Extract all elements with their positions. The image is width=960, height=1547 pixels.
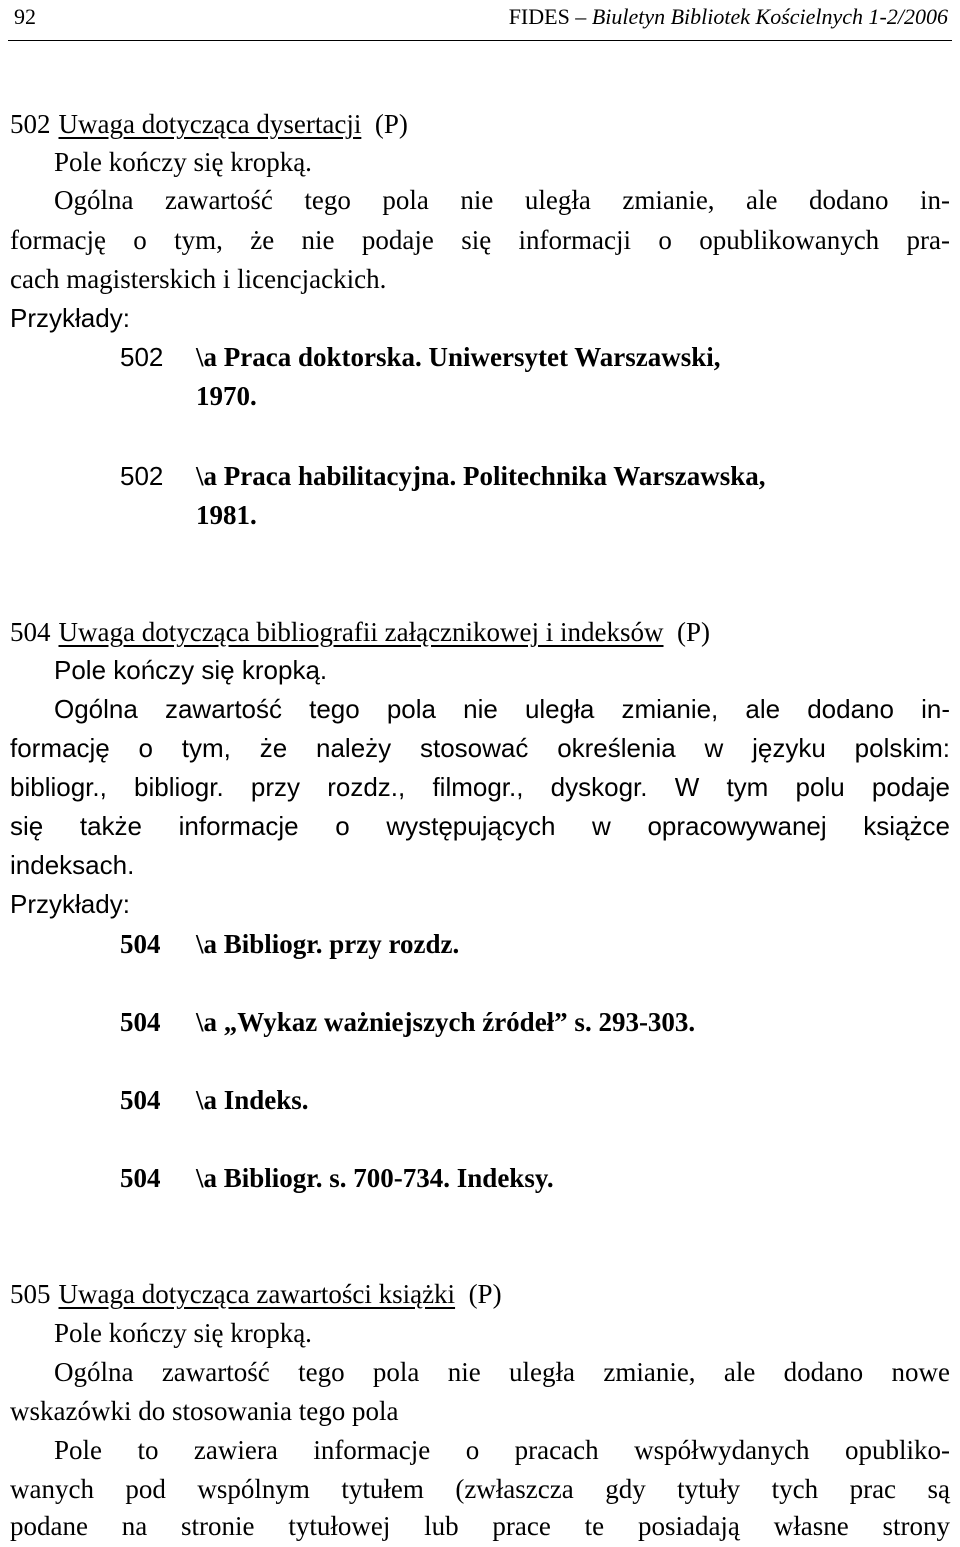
example-text: \a Bibliogr. s. 700-734. Indeksy.: [196, 1163, 554, 1193]
examples-label: Przykłady:: [10, 303, 130, 333]
running-header: [8, 0, 952, 41]
field-rule: Pole kończy się kropką.: [54, 655, 328, 685]
example-text: \a Indeks.: [196, 1085, 309, 1115]
field-title: Uwaga dotycząca dysertacji: [58, 109, 362, 139]
example-code: 504: [120, 1163, 161, 1193]
body-line: wskazówki do stosowania tego pola: [10, 1396, 399, 1426]
journal-title: Biuletyn Bibliotek Kościelnych 1-2/2006: [591, 4, 948, 29]
example-entry: [120, 1082, 309, 1118]
field-title: Uwaga dotycząca zawartości książki: [58, 1279, 456, 1309]
example-continuation: 1981.: [196, 500, 257, 530]
body-line: Ogólna zawartość tego pola nie uległa zmianie, ale dodano in-: [54, 694, 950, 724]
example-code: 502: [120, 461, 164, 491]
example-continuation: 1970.: [196, 381, 257, 411]
field-rule: Pole kończy się kropką.: [54, 147, 312, 177]
body-line: podane na stronie tytułowej lub prace te posiadają własne strony: [10, 1511, 950, 1541]
field-code: 505: [10, 1279, 51, 1309]
field-code: 504: [10, 617, 51, 647]
page-number: 92: [14, 4, 36, 29]
body-line: Pole to zawiera informacje o pracach współwydanych opubliko-: [54, 1435, 950, 1465]
body-line: się także informacje o występujących w opracowywanej książce: [10, 811, 950, 841]
journal-prefix: FIDES –: [508, 4, 592, 29]
field-title: Uwaga dotycząca bibliografii załącznikowej i indeksów: [58, 617, 664, 647]
journal-running-title: [509, 4, 948, 30]
example-code: 504: [120, 1085, 161, 1115]
body-line: wanych pod wspólnym tytułem (zwłaszcza gdy tytuły tych prac są: [10, 1474, 950, 1504]
example-entry: [120, 1004, 695, 1040]
example-entry: [120, 458, 766, 494]
example-text: \a Bibliogr. przy rozdz.: [196, 929, 460, 959]
example-entry: [120, 339, 720, 375]
field-rule: Pole kończy się kropką.: [54, 1318, 312, 1348]
body-line: Ogólna zawartość tego pola nie uległa zmianie, ale dodano nowe: [54, 1357, 950, 1387]
example-text: \a „Wykaz ważniejszych źródeł” s. 293-303.: [196, 1007, 696, 1037]
example-code: 504: [120, 1007, 161, 1037]
body-line: cach magisterskich i licencjackich.: [10, 264, 387, 294]
example-text: \a Praca doktorska. Uniwersytet Warszawski,: [196, 342, 721, 372]
example-entry: [120, 926, 459, 962]
field-code: 502: [10, 109, 51, 139]
body-line: bibliogr., bibliogr. przy rozdz., filmogr., dyskogr. W tym polu podaje: [10, 772, 950, 802]
section-heading-502: [10, 106, 408, 142]
repeatable-flag: (P): [677, 617, 711, 647]
example-text: \a Praca habilitacyjna. Politechnika Warszawska,: [196, 461, 766, 491]
body-line: Ogólna zawartość tego pola nie uległa zmianie, ale dodano in-: [54, 185, 950, 215]
example-code: 502: [120, 342, 164, 372]
section-heading-505: [10, 1276, 502, 1312]
repeatable-flag: (P): [374, 109, 408, 139]
repeatable-flag: (P): [468, 1279, 502, 1309]
example-code: 504: [120, 929, 161, 959]
body-line: formację o tym, że nie podaje się informacji o opublikowanych pra-: [10, 225, 950, 255]
body-line: formację o tym, że należy stosować określenia w języku polskim:: [10, 733, 950, 763]
body-line: indeksach.: [10, 850, 135, 880]
section-heading-504: [10, 614, 710, 650]
example-entry: [120, 1160, 554, 1196]
examples-label: Przykłady:: [10, 889, 130, 919]
